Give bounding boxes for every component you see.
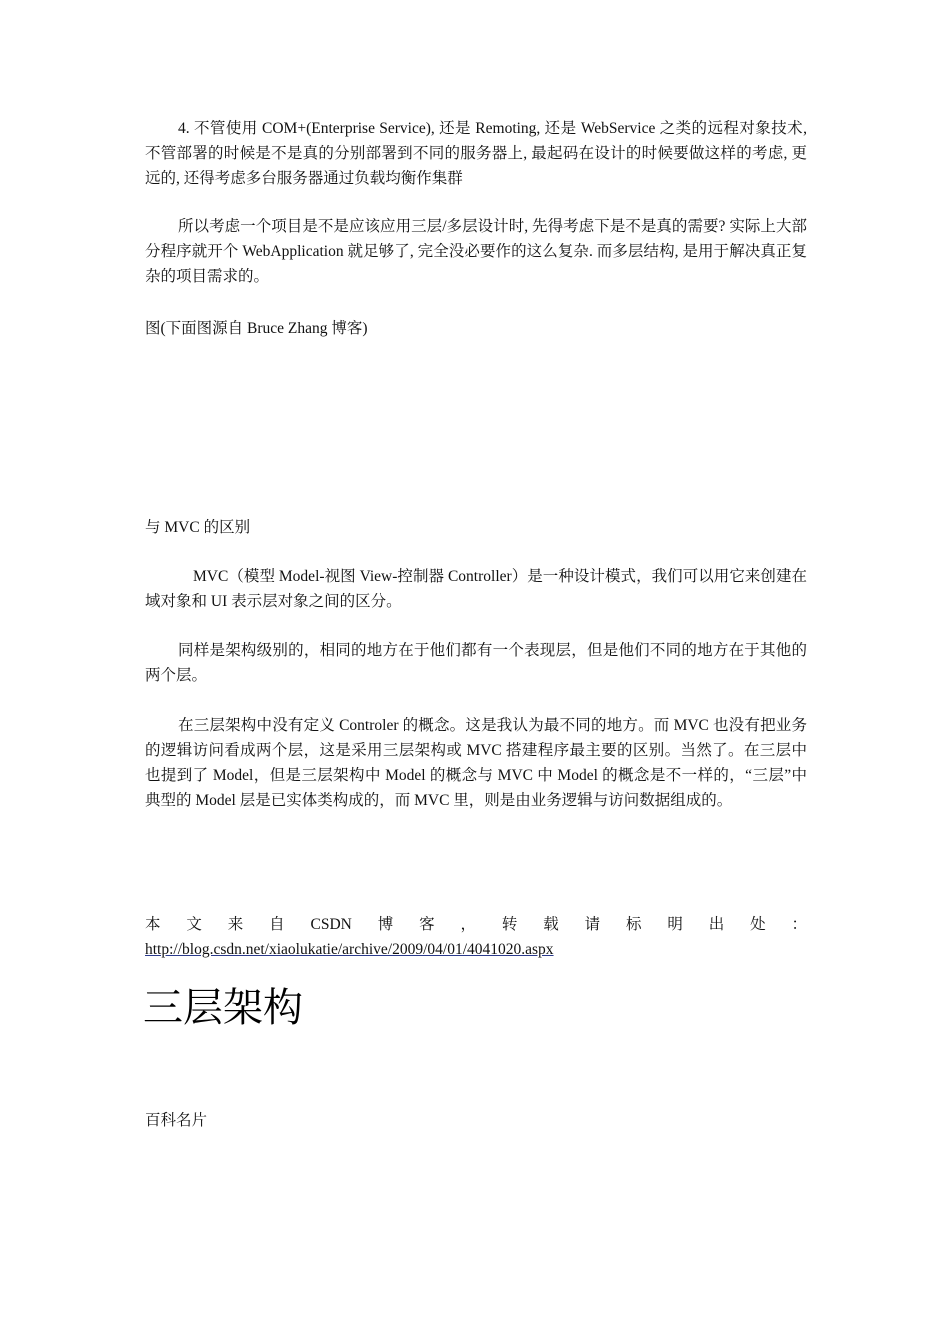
paragraph-controller-difference: 在三层架构中没有定义 Controler 的概念。这是我认为最不同的地方。而 MVC 也没有把业务的逻辑访问看成两个层，这是采用三层架构或 MVC 搭建程序最主要的区别。当然了。在三层中也提到了 Model，但是三层架构中 Model 的概念与 MVC 中 Model 的概念是不一样的，“三层”中典型的 Model 层是已实体类构成的，而 MVC 里，则是由业务逻辑与访问数据组成的。: [145, 717, 807, 809]
source-char: 转: [501, 916, 518, 933]
source-char: ，: [460, 916, 476, 933]
source-char: 载: [543, 916, 559, 933]
source-char: 自: [269, 916, 285, 933]
source-url-link[interactable]: http://blog.csdn.net/xiaolukatie/archive/2009/04/01/4041020.aspx: [145, 941, 554, 958]
source-char: 文: [186, 916, 202, 933]
paragraph-same-level: 同样是架构级别的，相同的地方在于他们都有一个表现层，但是他们不同的地方在于其他的两个层。: [145, 642, 807, 684]
source-char: 博: [377, 916, 394, 933]
figure-caption: 图(下面图源自 Bruce Zhang 博客): [145, 320, 368, 337]
paragraph-remote-deployment: 4. 不管使用 COM+(Enterprise Service), 还是 Remoting, 还是 WebService 之类的远程对象技术, 不管部署的时候是不是真的分别部署到不同的服务器上, 最起码在设计的时候要做这样的考虑, 更远的, 还得考虑多台服务器通过负载均衡作集群: [145, 120, 807, 187]
paragraph-need-consideration: 所以考虑一个项目是不是应该应用三层/多层设计时, 先得考虑下是不是真的需要? 实际上大部分程序就开个 WebApplication 就足够了, 完全没必要作的这么复杂. 而多层结构, 是用于解决真正复杂的项目需求的。: [145, 218, 807, 285]
source-attribution: [145, 912, 807, 937]
source-char: 处: [750, 916, 766, 933]
source-char: 出: [708, 916, 725, 933]
section-heading: 三层架构: [143, 985, 303, 1031]
source-char: ：: [791, 916, 807, 933]
source-char: 本: [145, 916, 161, 933]
source-char: 请: [584, 916, 601, 933]
encyclopedia-card-label: 百科名片: [145, 1112, 208, 1129]
source-char: CSDN: [310, 916, 352, 933]
source-char: 来: [227, 916, 244, 933]
paragraph-mvc-definition: MVC（模型 Model-视图 View-控制器 Controller）是一种设计模式，我们可以用它来创建在域对象和 UI 表示层对象之间的区分。: [145, 568, 807, 610]
section-title-mvc-difference: 与 MVC 的区别: [145, 519, 251, 536]
source-char: 客: [419, 916, 435, 933]
source-char: 明: [667, 916, 683, 933]
source-char: 标: [625, 916, 642, 933]
